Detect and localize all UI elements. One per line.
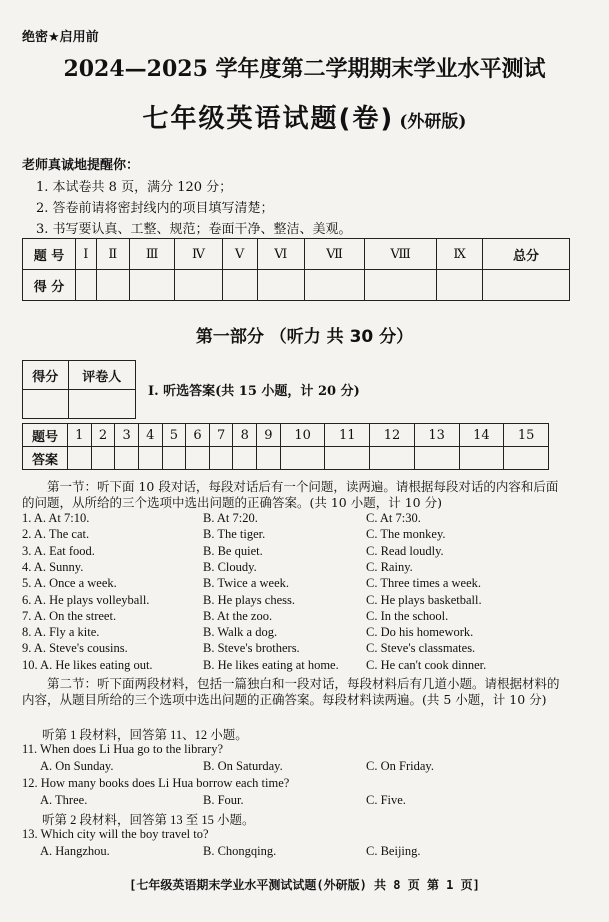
option-a[interactable]: 2. A. The cat. xyxy=(22,527,90,542)
answer-cell[interactable] xyxy=(91,447,115,470)
answer-cell[interactable] xyxy=(138,447,162,470)
table-row xyxy=(23,361,136,390)
reminder-item: 1. 本试卷共 8 页，满分 120 分； xyxy=(36,180,233,195)
option-b[interactable]: B. On Saturday. xyxy=(203,759,283,773)
column-header: Ⅷ xyxy=(364,239,436,270)
option-c[interactable]: C. Rainy. xyxy=(366,559,413,574)
total-header: 总分 xyxy=(483,239,570,270)
option-c[interactable]: C. Beijing. xyxy=(366,844,421,858)
reminder-item: 2. 答卷前请将密封线内的项目填写清楚； xyxy=(36,201,274,216)
question-number: 13 xyxy=(414,424,459,447)
grader-table xyxy=(22,360,136,419)
question-number: 15 xyxy=(504,424,549,447)
question-number: 11 xyxy=(325,424,370,447)
option-a[interactable]: 10. A. He likes eating out. xyxy=(22,657,153,672)
question-number: 14 xyxy=(459,424,504,447)
option-b[interactable]: B. Walk a dog. xyxy=(203,625,278,640)
total-score-cell[interactable] xyxy=(483,270,570,301)
score-cell[interactable] xyxy=(305,270,365,301)
question-number: 7 xyxy=(209,424,233,447)
option-c[interactable]: C. The monkey. xyxy=(366,527,446,542)
answer-cell[interactable] xyxy=(209,447,233,470)
option-c[interactable]: C. Five. xyxy=(366,793,406,807)
option-a[interactable]: 8. A. Fly a kite. xyxy=(22,625,100,640)
option-a[interactable]: 3. A. Eat food. xyxy=(22,543,95,558)
question-number: 1 xyxy=(68,424,92,447)
column-header: Ⅳ xyxy=(175,239,222,270)
option-c[interactable]: C. Three times a week. xyxy=(366,576,482,591)
question-number: 12 xyxy=(370,424,415,447)
option-a[interactable]: 5. A. Once a week. xyxy=(22,576,117,591)
option-b[interactable]: B. Cloudy. xyxy=(203,559,257,574)
paper-title-line xyxy=(0,98,609,135)
option-b[interactable]: B. Chongqing. xyxy=(203,844,277,858)
option-b[interactable]: B. Four. xyxy=(203,793,244,807)
grader-label: 评卷人 xyxy=(68,361,135,390)
section-title: Ⅰ. 听选答案(共 15 小题，计 20 分) xyxy=(148,384,360,399)
question-number: 5 xyxy=(162,424,186,447)
material-one-note: 听第 1 段材料，回答第 11、12 小题。 xyxy=(42,728,248,742)
edition-label: (外研版) xyxy=(399,112,467,132)
row-label: 得 分 xyxy=(23,270,76,301)
option-a[interactable]: A. Three. xyxy=(40,793,88,807)
option-c[interactable]: C. At 7:30. xyxy=(366,511,421,525)
option-a[interactable]: 4. A. Sunny. xyxy=(22,559,84,574)
question-number: 3 xyxy=(115,424,139,447)
score-cell[interactable] xyxy=(257,270,304,301)
option-a[interactable]: A. Hangzhou. xyxy=(40,844,110,858)
answer-table xyxy=(22,423,549,470)
answer-cell[interactable] xyxy=(504,447,549,470)
table-row xyxy=(23,270,570,301)
answer-cell[interactable] xyxy=(280,447,325,470)
answer-cell[interactable] xyxy=(186,447,210,470)
score-cell[interactable] xyxy=(23,390,69,419)
question-stem: 12. How many books does Li Hua borrow each time? xyxy=(22,776,290,790)
option-a[interactable]: 6. A. He plays volleyball. xyxy=(22,592,150,607)
material-two-note: 听第 2 段材料，回答第 13 至 15 小题。 xyxy=(42,813,255,827)
answer-cell[interactable] xyxy=(325,447,370,470)
row-label: 题 号 xyxy=(23,239,76,270)
section-one-instruction: 第一节：听下面 10 段对话，每段对话后有一个问题，读两遍。请根据每段对话的内容和后面的问题，从所给的三个选项中选出问题的正确答案。(共 10 小题，计 10 分) xyxy=(22,479,559,510)
section-two-instruction: 第二节：听下面两段材料，包括一篇独白和一段对话，每段材料后有几道小题。请根据材料的内容，从题目所给的三个选项中选出问题的正确答案。每段材料读两遍。(共 5 小题，计 10 分) xyxy=(22,676,560,707)
row-label: 答案 xyxy=(23,447,68,470)
option-c[interactable]: C. Read loudly. xyxy=(366,543,444,558)
score-cell[interactable] xyxy=(129,270,175,301)
part-one-title: 第一部分 （听力 共 30 分） xyxy=(195,327,414,347)
answer-cell[interactable] xyxy=(459,447,504,470)
question-number: 6 xyxy=(186,424,210,447)
question-number: 8 xyxy=(233,424,257,447)
option-c[interactable]: C. He plays basketball. xyxy=(366,592,482,607)
confidential-label: 绝密★启用前 xyxy=(22,30,99,45)
option-c[interactable]: C. In the school. xyxy=(366,608,449,623)
table-row xyxy=(23,424,549,447)
answer-cell[interactable] xyxy=(68,447,92,470)
option-b[interactable]: B. Be quiet. xyxy=(203,543,263,558)
option-b[interactable]: B. He plays chess. xyxy=(203,592,295,607)
column-header: Ⅱ xyxy=(96,239,129,270)
paper-title: 七年级英语试题(卷) xyxy=(142,104,395,134)
answer-cell[interactable] xyxy=(414,447,459,470)
question-number: 10 xyxy=(280,424,325,447)
question-number: 2 xyxy=(91,424,115,447)
option-b[interactable]: B. At the zoo. xyxy=(203,608,273,623)
option-b[interactable]: B. The tiger. xyxy=(203,527,266,542)
answer-cell[interactable] xyxy=(233,447,257,470)
option-a[interactable]: A. On Sunday. xyxy=(40,759,114,773)
option-b[interactable]: B. He likes eating at home. xyxy=(203,657,339,672)
score-cell[interactable] xyxy=(364,270,436,301)
column-header: Ⅲ xyxy=(129,239,175,270)
score-cell[interactable] xyxy=(222,270,257,301)
answer-cell[interactable] xyxy=(162,447,186,470)
option-c[interactable]: C. Steve's classmates. xyxy=(366,641,476,656)
option-c[interactable]: C. Do his homework. xyxy=(366,625,474,640)
answer-cell[interactable] xyxy=(370,447,415,470)
score-label: 得分 xyxy=(23,361,69,390)
column-header: Ⅶ xyxy=(305,239,365,270)
option-a[interactable]: 9. A. Steve's cousins. xyxy=(22,641,128,656)
table-row xyxy=(23,447,549,470)
row-label: 题号 xyxy=(23,424,68,447)
answer-cell[interactable] xyxy=(115,447,139,470)
score-cell[interactable] xyxy=(437,270,483,301)
question-stem: 13. Which city will the boy travel to? xyxy=(22,827,209,841)
option-c[interactable]: C. He can't cook dinner. xyxy=(366,657,487,672)
column-header: Ⅵ xyxy=(257,239,304,270)
column-header: Ⅴ xyxy=(222,239,257,270)
answer-cell[interactable] xyxy=(257,447,281,470)
question-number: 4 xyxy=(138,424,162,447)
question-stem: 11. When does Li Hua go to the library? xyxy=(22,742,223,756)
column-header: Ⅸ xyxy=(437,239,483,270)
score-cell[interactable] xyxy=(76,270,97,301)
table-row xyxy=(23,239,570,270)
option-c[interactable]: C. On Friday. xyxy=(366,759,434,773)
option-b[interactable]: B. Steve's brothers. xyxy=(203,641,300,656)
page-footer: [七年级英语期末学业水平测试试题(外研版) 共 8 页 第 1 页] xyxy=(129,878,480,892)
reminder-item: 3. 书写要认真、工整、规范；卷面干净、整洁、美观。 xyxy=(36,222,352,237)
option-b[interactable]: B. Twice a week. xyxy=(203,576,290,591)
exam-title: 2024—2025 学年度第二学期期末学业水平测试 xyxy=(63,56,546,82)
score-cell[interactable] xyxy=(175,270,222,301)
option-a[interactable]: 7. A. On the street. xyxy=(22,608,117,623)
option-a[interactable]: 1. A. At 7:10. xyxy=(22,511,90,525)
score-table xyxy=(22,238,570,301)
option-b[interactable]: B. At 7:20. xyxy=(203,511,258,525)
score-cell[interactable] xyxy=(96,270,129,301)
grader-cell[interactable] xyxy=(68,390,135,419)
reminder-heading: 老师真诚地提醒你： xyxy=(22,158,140,173)
table-row xyxy=(23,390,136,419)
column-header: I xyxy=(76,239,97,270)
question-number: 9 xyxy=(257,424,281,447)
